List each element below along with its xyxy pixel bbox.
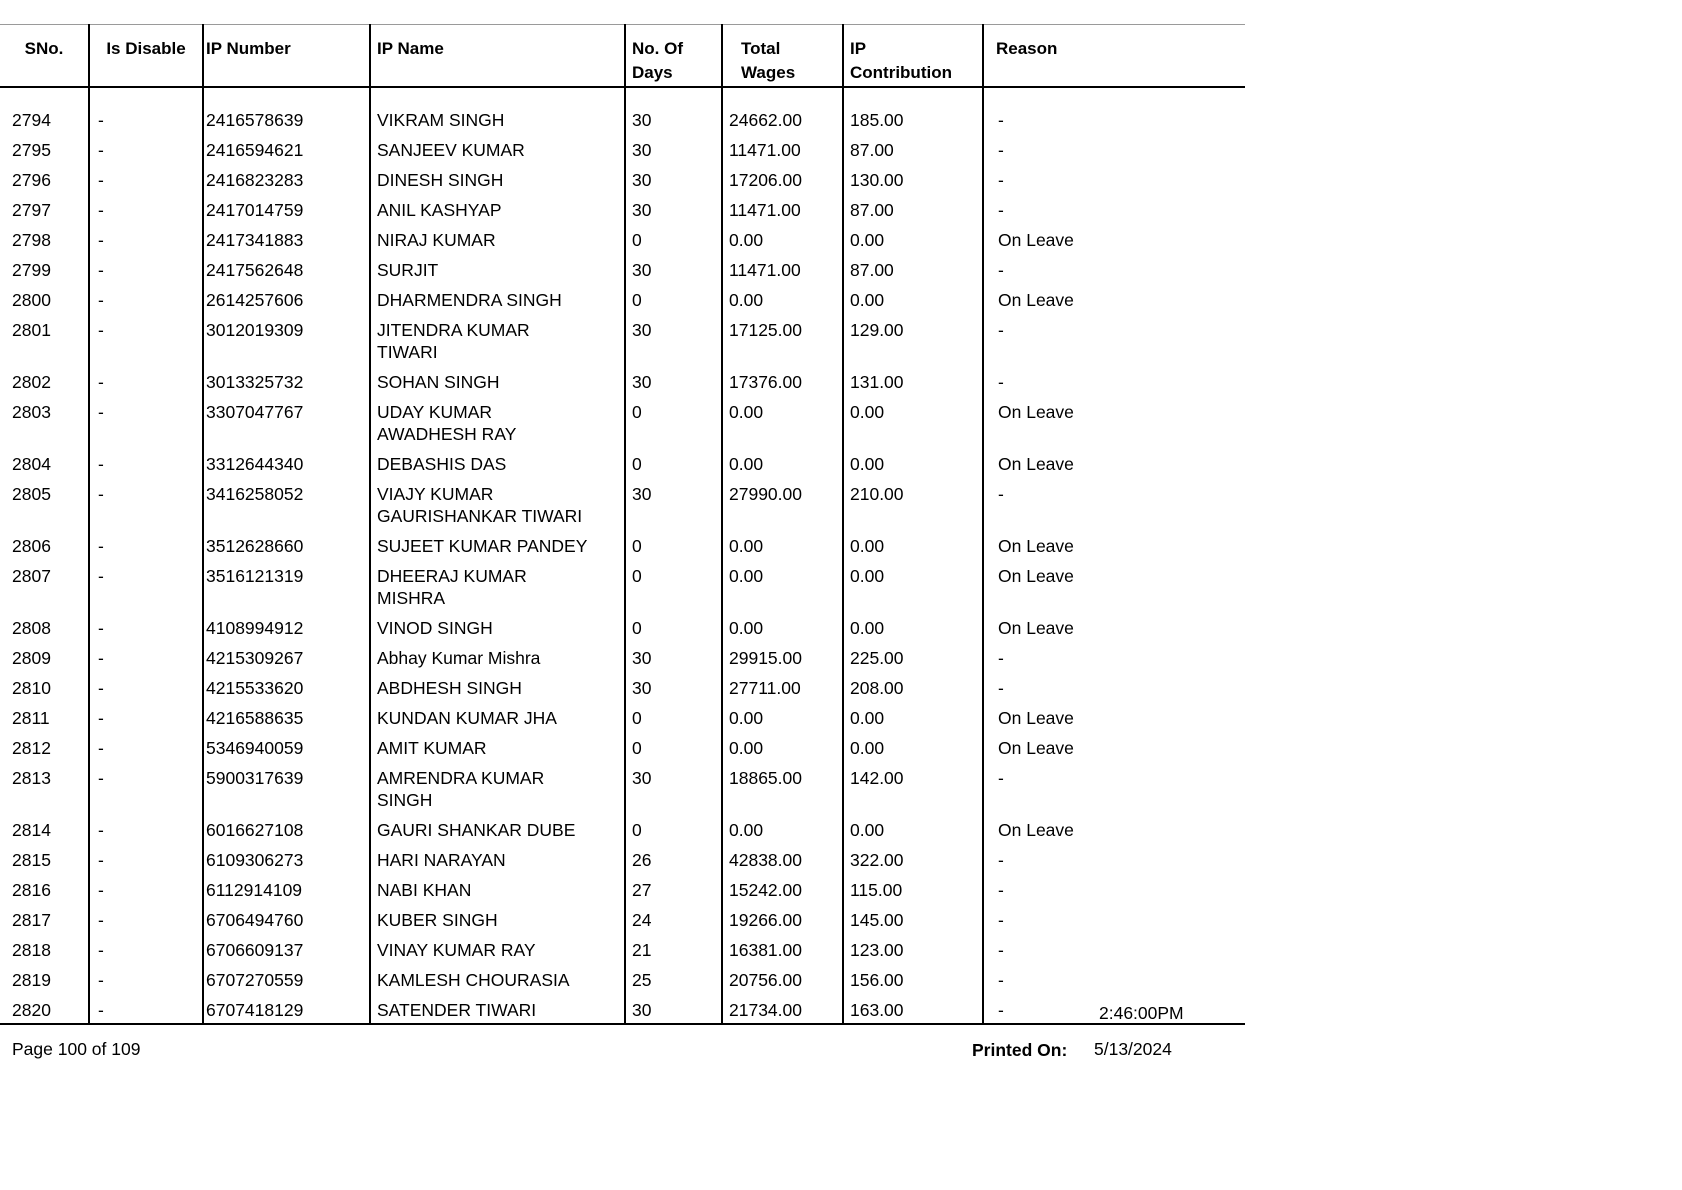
cell-ip-number: 3416258052 xyxy=(203,478,370,530)
cell-sno: 2801 xyxy=(12,319,51,340)
ip-contribution-table xyxy=(0,24,1245,1025)
cell-reason: On Leave xyxy=(983,814,1245,844)
cell-sno: 2819 xyxy=(12,969,51,990)
cell-sno: 2799 xyxy=(12,259,51,280)
page-info: Page 100 of 109 xyxy=(12,1039,141,1059)
cell-total-wages: 29915.00 xyxy=(722,642,843,672)
cell-ip-contribution: 0.00 xyxy=(843,814,983,844)
cell-sno: 2804 xyxy=(12,453,51,474)
cell-total-wages: 27711.00 xyxy=(722,672,843,702)
cell-ip-number: 6706494760 xyxy=(203,904,370,934)
table-row xyxy=(0,530,1245,560)
cell-reason: - xyxy=(983,642,1245,672)
cell-ip-number: 2416823283 xyxy=(203,164,370,194)
cell-sno: 2800 xyxy=(12,289,51,310)
table-row xyxy=(0,672,1245,702)
cell-ip-contribution: 115.00 xyxy=(843,874,983,904)
cell-is-disable: - xyxy=(89,478,203,530)
table-row xyxy=(0,702,1245,732)
header-ip-number: IP Number xyxy=(203,25,370,87)
cell-days: 30 xyxy=(625,104,722,134)
cell-ip-contribution: 225.00 xyxy=(843,642,983,672)
cell-ip-name: ANIL KASHYAP xyxy=(370,194,625,224)
cell-is-disable: - xyxy=(89,194,203,224)
cell-sno: 2814 xyxy=(12,819,51,840)
cell-is-disable: - xyxy=(89,560,203,612)
cell-is-disable: - xyxy=(89,134,203,164)
cell-ip-contribution: 129.00 xyxy=(843,314,983,366)
cell-sno: 2805 xyxy=(12,483,51,504)
cell-total-wages: 24662.00 xyxy=(722,104,843,134)
cell-days: 30 xyxy=(625,994,722,1024)
table-body xyxy=(0,87,1245,1024)
cell-ip-name: DINESH SINGH xyxy=(370,164,625,194)
cell-ip-number: 6109306273 xyxy=(203,844,370,874)
cell-days: 0 xyxy=(625,448,722,478)
cell-ip-contribution: 145.00 xyxy=(843,904,983,934)
table-row xyxy=(0,612,1245,642)
header-reason: Reason xyxy=(983,25,1245,87)
cell-days: 0 xyxy=(625,224,722,254)
cell-is-disable: - xyxy=(89,366,203,396)
cell-sno: 2798 xyxy=(12,229,51,250)
cell-ip-name: Abhay Kumar Mishra xyxy=(370,642,625,672)
cell-reason: On Leave xyxy=(983,530,1245,560)
cell-ip-number: 6112914109 xyxy=(203,874,370,904)
cell-reason: On Leave xyxy=(983,732,1245,762)
cell-reason: - xyxy=(983,904,1245,934)
cell-total-wages: 0.00 xyxy=(722,396,843,448)
cell-ip-number: 3312644340 xyxy=(203,448,370,478)
cell-reason: - xyxy=(983,844,1245,874)
cell-days: 30 xyxy=(625,164,722,194)
cell-ip-number: 6016627108 xyxy=(203,814,370,844)
cell-sno: 2809 xyxy=(12,647,51,668)
cell-reason: - xyxy=(983,314,1245,366)
header-ip-contribution: IP Contribution xyxy=(843,25,983,87)
cell-ip-number: 4216588635 xyxy=(203,702,370,732)
cell-ip-name: VIAJY KUMAR GAURISHANKAR TIWARI xyxy=(370,478,625,530)
cell-ip-contribution: 131.00 xyxy=(843,366,983,396)
cell-ip-name: ABDHESH SINGH xyxy=(370,672,625,702)
cell-ip-number: 2417014759 xyxy=(203,194,370,224)
cell-total-wages: 0.00 xyxy=(722,284,843,314)
cell-is-disable: - xyxy=(89,284,203,314)
cell-ip-contribution: 0.00 xyxy=(843,448,983,478)
table-row xyxy=(0,642,1245,672)
cell-ip-contribution: 87.00 xyxy=(843,254,983,284)
cell-sno: 2811 xyxy=(12,707,50,728)
cell-reason: - xyxy=(983,994,1245,1024)
cell-is-disable: - xyxy=(89,814,203,844)
cell-is-disable: - xyxy=(89,732,203,762)
header-row xyxy=(0,25,1245,87)
cell-days: 26 xyxy=(625,844,722,874)
header-total-wages: Total Wages xyxy=(722,25,843,87)
cell-ip-number: 3516121319 xyxy=(203,560,370,612)
table-row xyxy=(0,314,1245,366)
cell-ip-contribution: 208.00 xyxy=(843,672,983,702)
cell-days: 30 xyxy=(625,254,722,284)
cell-sno: 2813 xyxy=(12,767,51,788)
cell-ip-name: DEBASHIS DAS xyxy=(370,448,625,478)
cell-ip-number: 3013325732 xyxy=(203,366,370,396)
cell-sno: 2797 xyxy=(12,199,51,220)
cell-total-wages: 0.00 xyxy=(722,732,843,762)
cell-ip-name: SANJEEV KUMAR xyxy=(370,134,625,164)
cell-sno: 2795 xyxy=(12,139,51,160)
cell-is-disable: - xyxy=(89,164,203,194)
cell-total-wages: 15242.00 xyxy=(722,874,843,904)
cell-days: 30 xyxy=(625,762,722,814)
cell-ip-contribution: 0.00 xyxy=(843,560,983,612)
cell-ip-contribution: 87.00 xyxy=(843,194,983,224)
printed-on-label: Printed On: xyxy=(972,1040,1068,1060)
cell-days: 27 xyxy=(625,874,722,904)
cell-total-wages: 0.00 xyxy=(722,814,843,844)
cell-days: 30 xyxy=(625,134,722,164)
cell-reason: - xyxy=(983,874,1245,904)
cell-total-wages: 11471.00 xyxy=(722,134,843,164)
cell-ip-name: VIKRAM SINGH xyxy=(370,104,625,134)
cell-total-wages: 17376.00 xyxy=(722,366,843,396)
cell-total-wages: 21734.00 xyxy=(722,994,843,1024)
cell-reason: On Leave xyxy=(983,702,1245,732)
cell-total-wages: 0.00 xyxy=(722,702,843,732)
cell-sno: 2806 xyxy=(12,535,51,556)
table-row xyxy=(0,134,1245,164)
cell-ip-contribution: 87.00 xyxy=(843,134,983,164)
table-row xyxy=(0,762,1245,814)
cell-days: 0 xyxy=(625,814,722,844)
cell-reason: On Leave xyxy=(983,612,1245,642)
cell-ip-number: 5900317639 xyxy=(203,762,370,814)
table-row xyxy=(0,366,1245,396)
cell-is-disable: - xyxy=(89,994,203,1024)
cell-ip-number: 2416594621 xyxy=(203,134,370,164)
cell-reason: - xyxy=(983,254,1245,284)
cell-ip-name: SATENDER TIWARI xyxy=(370,994,625,1024)
cell-is-disable: - xyxy=(89,762,203,814)
header-sno: SNo. xyxy=(0,25,89,87)
cell-is-disable: - xyxy=(89,904,203,934)
cell-total-wages: 42838.00 xyxy=(722,844,843,874)
cell-ip-name: KUNDAN KUMAR JHA xyxy=(370,702,625,732)
cell-total-wages: 11471.00 xyxy=(722,194,843,224)
cell-is-disable: - xyxy=(89,702,203,732)
cell-ip-number: 3012019309 xyxy=(203,314,370,366)
cell-reason: - xyxy=(983,134,1245,164)
cell-total-wages: 18865.00 xyxy=(722,762,843,814)
cell-ip-name: GAURI SHANKAR DUBE xyxy=(370,814,625,844)
contribution-report xyxy=(0,24,1245,1025)
cell-sno: 2810 xyxy=(12,677,51,698)
cell-is-disable: - xyxy=(89,934,203,964)
cell-ip-number: 6706609137 xyxy=(203,934,370,964)
cell-sno: 2818 xyxy=(12,939,51,960)
cell-ip-name: DHEERAJ KUMAR MISHRA xyxy=(370,560,625,612)
cell-days: 30 xyxy=(625,366,722,396)
cell-is-disable: - xyxy=(89,448,203,478)
cell-ip-name: VINAY KUMAR RAY xyxy=(370,934,625,964)
cell-total-wages: 11471.00 xyxy=(722,254,843,284)
cell-sno: 2807 xyxy=(12,565,51,586)
cell-reason: On Leave xyxy=(983,448,1245,478)
spacer-row xyxy=(0,87,1245,104)
cell-ip-number: 2614257606 xyxy=(203,284,370,314)
cell-ip-contribution: 0.00 xyxy=(843,612,983,642)
cell-days: 0 xyxy=(625,702,722,732)
cell-sno: 2816 xyxy=(12,879,51,900)
cell-ip-contribution: 123.00 xyxy=(843,934,983,964)
cell-reason: - xyxy=(983,104,1245,134)
cell-sno: 2815 xyxy=(12,849,51,870)
cell-reason: On Leave xyxy=(983,284,1245,314)
cell-ip-name: AMIT KUMAR xyxy=(370,732,625,762)
table-row xyxy=(0,874,1245,904)
print-time: 2:46:00PM xyxy=(1099,1003,1184,1023)
table-row xyxy=(0,194,1245,224)
cell-reason: On Leave xyxy=(983,224,1245,254)
cell-ip-name: DHARMENDRA SINGH xyxy=(370,284,625,314)
table-row xyxy=(0,396,1245,448)
table-row xyxy=(0,164,1245,194)
table-row xyxy=(0,224,1245,254)
cell-reason: - xyxy=(983,366,1245,396)
cell-total-wages: 0.00 xyxy=(722,612,843,642)
cell-ip-name: JITENDRA KUMAR TIWARI xyxy=(370,314,625,366)
cell-ip-name: NIRAJ KUMAR xyxy=(370,224,625,254)
cell-total-wages: 0.00 xyxy=(722,448,843,478)
table-row xyxy=(0,844,1245,874)
cell-ip-number: 4215533620 xyxy=(203,672,370,702)
cell-is-disable: - xyxy=(89,672,203,702)
cell-days: 30 xyxy=(625,672,722,702)
cell-days: 30 xyxy=(625,314,722,366)
cell-ip-number: 3512628660 xyxy=(203,530,370,560)
table-row xyxy=(0,994,1245,1024)
cell-sno: 2803 xyxy=(12,401,51,422)
printed-on-date: 5/13/2024 xyxy=(1094,1039,1172,1059)
cell-ip-contribution: 0.00 xyxy=(843,284,983,314)
cell-ip-name: SURJIT xyxy=(370,254,625,284)
cell-is-disable: - xyxy=(89,964,203,994)
cell-is-disable: - xyxy=(89,530,203,560)
table-row xyxy=(0,254,1245,284)
cell-ip-name: UDAY KUMAR AWADHESH RAY xyxy=(370,396,625,448)
cell-ip-name: SOHAN SINGH xyxy=(370,366,625,396)
cell-sno: 2817 xyxy=(12,909,51,930)
cell-is-disable: - xyxy=(89,224,203,254)
cell-sno: 2802 xyxy=(12,371,51,392)
cell-total-wages: 17125.00 xyxy=(722,314,843,366)
cell-ip-name: KUBER SINGH xyxy=(370,904,625,934)
cell-ip-contribution: 0.00 xyxy=(843,732,983,762)
cell-ip-contribution: 0.00 xyxy=(843,224,983,254)
cell-total-wages: 19266.00 xyxy=(722,904,843,934)
cell-ip-name: SUJEET KUMAR PANDEY xyxy=(370,530,625,560)
cell-ip-number: 4108994912 xyxy=(203,612,370,642)
cell-is-disable: - xyxy=(89,642,203,672)
table-row xyxy=(0,478,1245,530)
cell-ip-contribution: 0.00 xyxy=(843,396,983,448)
cell-ip-number: 2417341883 xyxy=(203,224,370,254)
header-is-disable: Is Disable xyxy=(89,25,203,87)
cell-total-wages: 27990.00 xyxy=(722,478,843,530)
table-row xyxy=(0,904,1245,934)
cell-is-disable: - xyxy=(89,874,203,904)
cell-ip-name: AMRENDRA KUMAR SINGH xyxy=(370,762,625,814)
cell-ip-number: 6707418129 xyxy=(203,994,370,1024)
cell-total-wages: 17206.00 xyxy=(722,164,843,194)
table-row xyxy=(0,560,1245,612)
cell-days: 0 xyxy=(625,560,722,612)
table-row xyxy=(0,732,1245,762)
cell-reason: On Leave xyxy=(983,396,1245,448)
cell-ip-contribution: 163.00 xyxy=(843,994,983,1024)
cell-sno: 2812 xyxy=(12,737,51,758)
cell-sno: 2820 xyxy=(0,994,89,1024)
table-row xyxy=(0,448,1245,478)
cell-reason: - xyxy=(983,164,1245,194)
cell-days: 30 xyxy=(625,194,722,224)
cell-ip-number: 5346940059 xyxy=(203,732,370,762)
table-header xyxy=(0,25,1245,87)
cell-reason: - xyxy=(983,964,1245,994)
cell-total-wages: 16381.00 xyxy=(722,934,843,964)
cell-reason: - xyxy=(983,478,1245,530)
cell-ip-name: KAMLESH CHOURASIA xyxy=(370,964,625,994)
cell-days: 0 xyxy=(625,284,722,314)
table-row xyxy=(0,964,1245,994)
cell-ip-contribution: 210.00 xyxy=(843,478,983,530)
cell-total-wages: 0.00 xyxy=(722,560,843,612)
cell-ip-contribution: 0.00 xyxy=(843,702,983,732)
cell-is-disable: - xyxy=(89,612,203,642)
cell-ip-name: NABI KHAN xyxy=(370,874,625,904)
cell-days: 0 xyxy=(625,732,722,762)
table-row xyxy=(0,104,1245,134)
cell-days: 0 xyxy=(625,612,722,642)
cell-sno: 2808 xyxy=(12,617,51,638)
cell-ip-contribution: 156.00 xyxy=(843,964,983,994)
cell-days: 0 xyxy=(625,396,722,448)
cell-is-disable: - xyxy=(89,254,203,284)
table-row xyxy=(0,934,1245,964)
cell-ip-contribution: 185.00 xyxy=(843,104,983,134)
table-row xyxy=(0,814,1245,844)
cell-ip-number: 2416578639 xyxy=(203,104,370,134)
cell-days: 21 xyxy=(625,934,722,964)
cell-days: 25 xyxy=(625,964,722,994)
cell-ip-contribution: 322.00 xyxy=(843,844,983,874)
cell-is-disable: - xyxy=(89,314,203,366)
cell-ip-number: 2417562648 xyxy=(203,254,370,284)
cell-ip-contribution: 0.00 xyxy=(843,530,983,560)
cell-sno: 2796 xyxy=(12,169,51,190)
cell-reason: - xyxy=(983,934,1245,964)
cell-ip-number: 4215309267 xyxy=(203,642,370,672)
cell-total-wages: 0.00 xyxy=(722,224,843,254)
cell-total-wages: 20756.00 xyxy=(722,964,843,994)
cell-is-disable: - xyxy=(89,104,203,134)
cell-reason: - xyxy=(983,762,1245,814)
cell-ip-contribution: 130.00 xyxy=(843,164,983,194)
cell-ip-contribution: 142.00 xyxy=(843,762,983,814)
cell-is-disable: - xyxy=(89,844,203,874)
cell-ip-number: 6707270559 xyxy=(203,964,370,994)
cell-ip-number: 3307047767 xyxy=(203,396,370,448)
cell-ip-name: HARI NARAYAN xyxy=(370,844,625,874)
cell-sno: 2794 xyxy=(12,109,51,130)
cell-days: 24 xyxy=(625,904,722,934)
cell-reason: On Leave xyxy=(983,560,1245,612)
cell-total-wages: 0.00 xyxy=(722,530,843,560)
header-days: No. Of Days xyxy=(625,25,722,87)
cell-ip-name: VINOD SINGH xyxy=(370,612,625,642)
header-ip-name: IP Name xyxy=(370,25,625,87)
cell-days: 30 xyxy=(625,478,722,530)
table-row xyxy=(0,284,1245,314)
cell-reason: - xyxy=(983,194,1245,224)
cell-reason: - xyxy=(983,672,1245,702)
cell-is-disable: - xyxy=(89,396,203,448)
cell-days: 0 xyxy=(625,530,722,560)
cell-days: 30 xyxy=(625,642,722,672)
